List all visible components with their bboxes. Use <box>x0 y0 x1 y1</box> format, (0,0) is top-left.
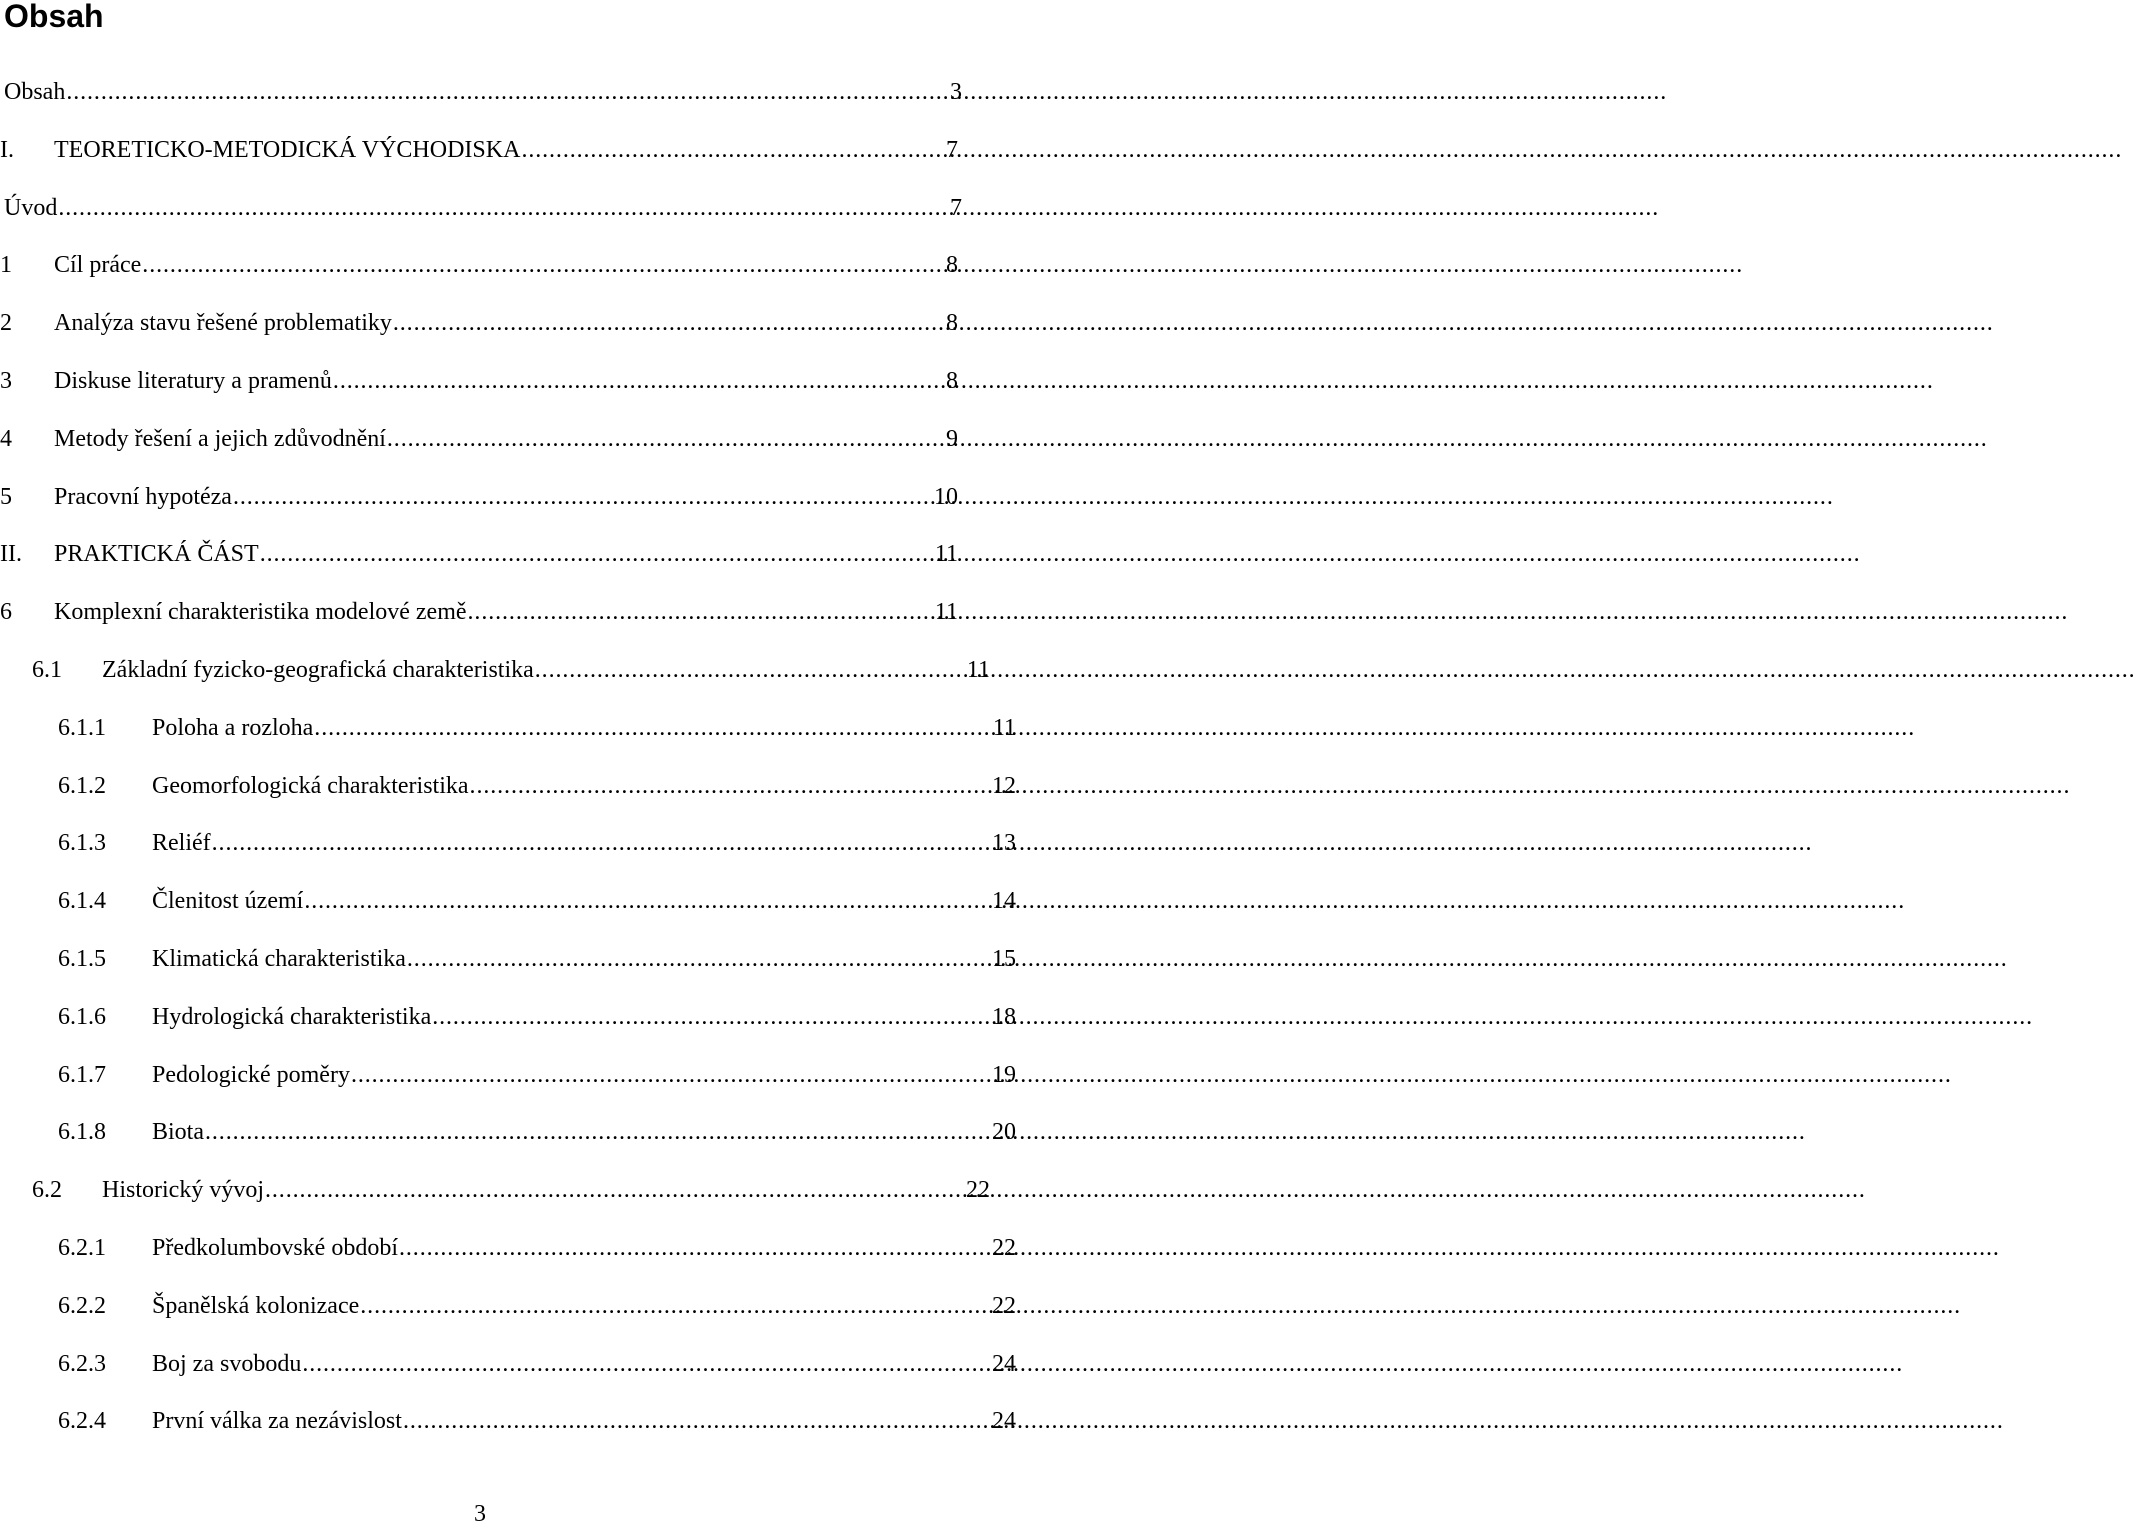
toc-entry[interactable] <box>0 770 1016 802</box>
toc-entry-title: Cíl práce <box>54 252 142 279</box>
toc-entry-number: 6.2.1 <box>58 1235 106 1261</box>
dot-leader <box>58 192 949 224</box>
toc-entry-page: 8 <box>946 252 958 279</box>
toc-entry-number: 6.1.3 <box>58 830 106 857</box>
toc-entry[interactable] <box>0 365 958 397</box>
toc-entry-title: Předkolumbovské období <box>152 1235 398 1261</box>
toc-entry-title: TEORETICKO-METODICKÁ VÝCHODISKA <box>54 136 521 163</box>
toc-entry[interactable] <box>0 423 958 455</box>
toc-entry-page: 7 <box>946 136 958 163</box>
toc-entry-number: 4 <box>0 425 12 452</box>
dot-leader <box>302 1348 991 1380</box>
toc-entry[interactable] <box>0 1116 1016 1148</box>
toc-entry-title: Hydrologická charakteristika <box>152 1003 432 1030</box>
toc-entry-page: 13 <box>992 830 1016 857</box>
toc-entry[interactable] <box>0 307 958 339</box>
toc-entry[interactable] <box>0 1174 990 1206</box>
dot-leader <box>432 1001 991 1033</box>
toc-entry-page: 22 <box>992 1292 1016 1319</box>
dot-leader <box>233 481 933 513</box>
toc-entry-page: 10 <box>934 483 958 510</box>
dot-leader <box>521 134 945 166</box>
toc-entry-number: 6.2 <box>32 1177 62 1204</box>
toc-entry[interactable] <box>0 538 958 570</box>
dot-leader <box>403 1405 991 1437</box>
toc-entry-title: PRAKTICKÁ ČÁST <box>54 541 259 568</box>
toc-entry-number: I. <box>0 136 14 163</box>
toc-entry-number: 6.1.2 <box>58 772 106 799</box>
dot-leader <box>304 885 991 917</box>
toc-entry[interactable] <box>0 943 1016 975</box>
toc-entry-number: 3 <box>0 368 12 394</box>
toc-entry-page: 15 <box>992 946 1016 972</box>
toc-entry[interactable] <box>0 1232 1016 1264</box>
toc-entry-number: 6 <box>0 599 12 626</box>
dot-leader <box>468 596 934 628</box>
toc-entry-title: První válka za nezávislost <box>152 1408 402 1435</box>
dot-leader <box>314 712 992 744</box>
toc-entry-page: 22 <box>992 1235 1016 1261</box>
toc-entry-title: Poloha a rozloha <box>152 714 314 741</box>
toc-entry-page: 3 <box>950 79 962 105</box>
toc-entry-page: 9 <box>946 425 958 452</box>
toc-entry-title: Španělská kolonizace <box>152 1292 360 1319</box>
toc-entry[interactable] <box>0 192 962 224</box>
toc-entry[interactable] <box>0 76 962 108</box>
toc-entry-title: Boj za svobodu <box>152 1350 302 1377</box>
toc-entry[interactable] <box>0 1348 1016 1380</box>
toc-entry-title: Metody řešení a jejich zdůvodnění <box>54 425 386 452</box>
dot-leader <box>387 423 945 455</box>
toc-entry-title: Obsah <box>4 79 66 105</box>
toc-entry-number: 2 <box>0 310 12 337</box>
toc-entry-page: 12 <box>992 772 1016 799</box>
toc-entry-title: Komplexní charakteristika modelové země <box>54 599 467 626</box>
toc-entry[interactable] <box>0 827 1016 859</box>
toc-entry[interactable] <box>0 1290 1016 1322</box>
toc-entry-number: 6.1.7 <box>58 1061 106 1088</box>
dot-leader <box>333 365 945 397</box>
toc-entry[interactable] <box>0 134 958 166</box>
toc-entry-number: 6.1.8 <box>58 1119 106 1146</box>
toc-entry-page: 11 <box>966 657 990 683</box>
toc-entry[interactable] <box>0 249 958 281</box>
dot-leader <box>66 76 949 108</box>
toc-entry-number: 6.1.6 <box>58 1003 106 1030</box>
dot-leader <box>535 654 966 686</box>
toc-entry-title: Geomorfologická charakteristika <box>152 772 469 799</box>
toc-entry-number: 6.2.4 <box>58 1408 106 1435</box>
toc-entry-number: 6.1 <box>32 657 62 683</box>
toc-entry-page: 18 <box>992 1003 1016 1030</box>
toc-entry-title: Členitost území <box>152 888 304 915</box>
toc-entry[interactable] <box>0 885 1016 917</box>
toc-entry-number: 6.2.3 <box>58 1350 106 1377</box>
toc-entry-title: Pedologické poměry <box>152 1061 350 1088</box>
dot-leader <box>260 538 934 570</box>
toc-entry[interactable] <box>0 1059 1016 1091</box>
dot-leader <box>212 827 991 859</box>
toc-entry-title: Biota <box>152 1119 204 1146</box>
toc-entry-page: 11 <box>992 714 1016 741</box>
page-title: Obsah <box>4 0 104 34</box>
toc-entry-page: 11 <box>934 599 958 626</box>
toc-entry-page: 19 <box>992 1061 1016 1088</box>
dot-leader <box>407 943 991 975</box>
dot-leader <box>470 770 991 802</box>
toc-entry-title: Úvod <box>4 194 58 221</box>
toc-entry[interactable] <box>0 481 958 513</box>
dot-leader <box>142 249 945 281</box>
dot-leader <box>360 1290 991 1322</box>
toc-entry-number: 6.1.5 <box>58 946 106 972</box>
toc-entry[interactable] <box>0 596 958 628</box>
toc-entry[interactable] <box>0 654 990 686</box>
toc-entry-page: 24 <box>992 1408 1016 1435</box>
dot-leader <box>351 1059 991 1091</box>
toc-entry[interactable] <box>0 1001 1016 1033</box>
toc-entry-title: Historický vývoj <box>102 1177 264 1204</box>
dot-leader <box>205 1116 991 1148</box>
toc-entry-number: II. <box>0 541 22 568</box>
toc-entry-title: Základní fyzicko-geografická charakteristika <box>102 657 534 683</box>
toc-entry-title: Reliéf <box>152 830 211 857</box>
toc-entry-page: 8 <box>946 310 958 337</box>
toc-entry-page: 20 <box>992 1119 1016 1146</box>
dot-leader <box>393 307 945 339</box>
toc-entry-page: 8 <box>946 368 958 394</box>
toc-entry[interactable] <box>0 1405 1016 1437</box>
toc-entry[interactable] <box>0 712 1016 744</box>
dot-leader <box>399 1232 991 1264</box>
document-page <box>0 0 1016 1527</box>
toc-entry-page: 22 <box>966 1177 990 1204</box>
toc-entry-title: Klimatická charakteristika <box>152 946 406 972</box>
toc-entry-number: 6.2.2 <box>58 1292 106 1319</box>
page-number: 3 <box>474 1501 486 1527</box>
toc-entry-page: 24 <box>992 1350 1016 1377</box>
toc-entry-title: Analýza stavu řešené problematiky <box>54 310 392 337</box>
toc-entry-page: 11 <box>934 541 958 568</box>
toc-entry-number: 6.1.4 <box>58 888 106 915</box>
toc-entry-title: Pracovní hypotéza <box>54 483 232 510</box>
toc-entry-number: 5 <box>0 483 12 510</box>
toc-entry-number: 1 <box>0 252 12 279</box>
toc-entry-number: 6.1.1 <box>58 714 106 741</box>
dot-leader <box>265 1174 965 1206</box>
toc-entry-page: 7 <box>950 194 962 221</box>
toc-entry-title: Diskuse literatury a pramenů <box>54 368 332 394</box>
toc-entry-page: 14 <box>992 888 1016 915</box>
